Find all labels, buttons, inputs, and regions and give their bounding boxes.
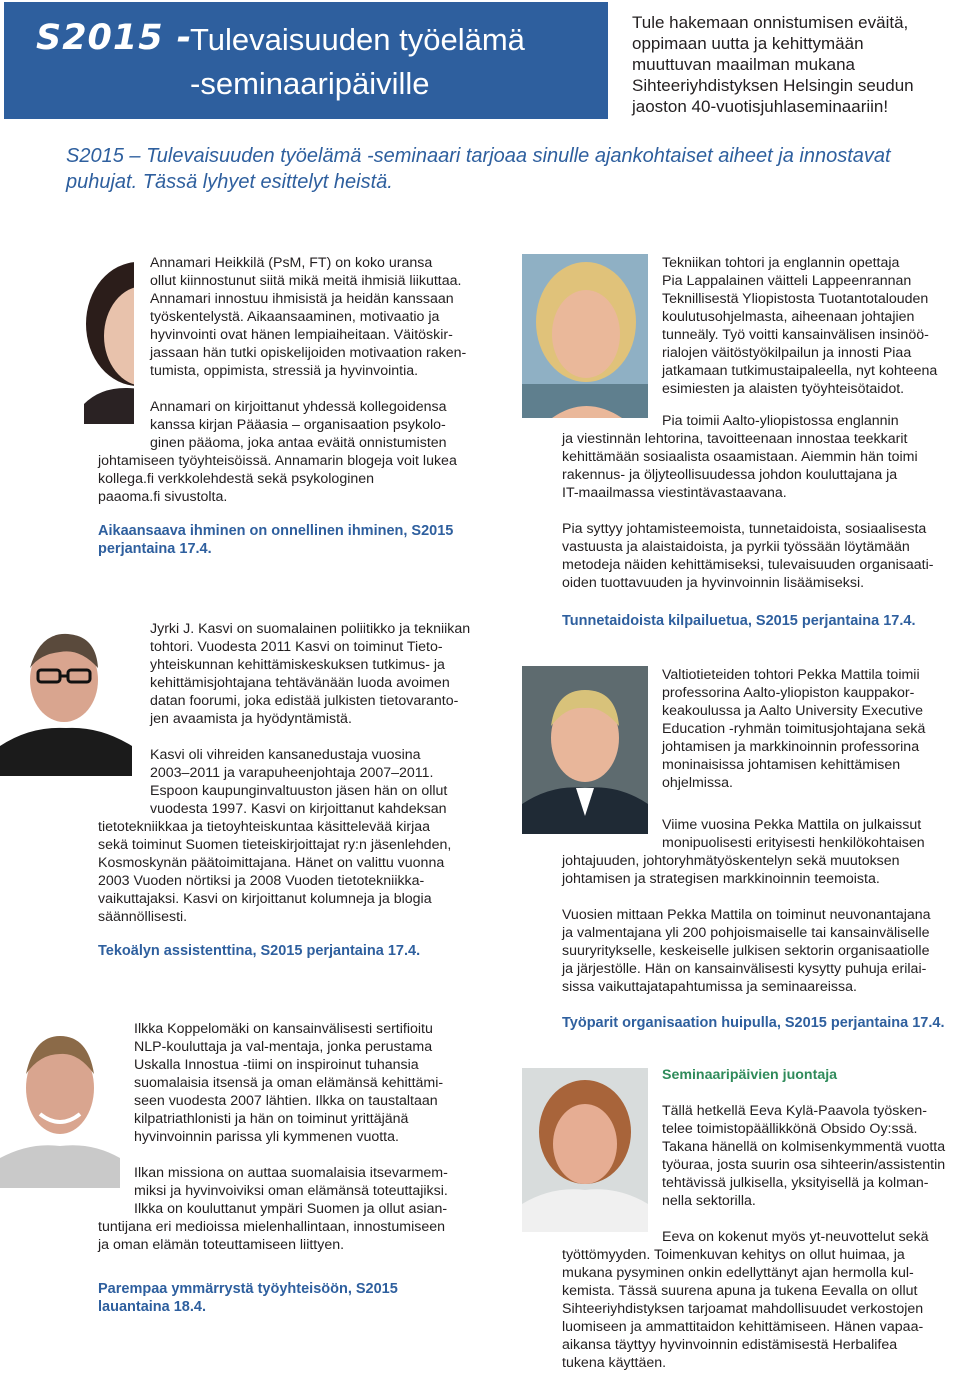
- bio-line: suomalaisia itsensä ja oman elämänsä kehittämi-: [134, 1075, 444, 1091]
- bio-line: työttömyyden. Toimenkuvan kehitys on ollut huimaa, ja: [562, 1247, 905, 1263]
- bio-line: Ilkka on kouluttanut ympäri Suomen ja ollut asian-: [134, 1201, 448, 1217]
- bio-line: aikansa täyttyy hyvinvoinnin edistämisestä Herbalifea: [562, 1337, 898, 1353]
- bio-line: Education -ryhmän toimitusjohtajana sekä: [662, 721, 926, 737]
- bio-line: IT-maailmassa viestintävastaavana.: [562, 485, 787, 501]
- spacer: [562, 1210, 960, 1228]
- bio-line: 2003 Vuoden nörtiksi ja 2008 Vuoden tietotekniikka-: [98, 873, 425, 889]
- bio-line: Sihteeriyhdistyksen tarjoamat mahdollisuudet verkostojen: [562, 1301, 924, 1317]
- spacer: [562, 1084, 960, 1102]
- bio-line: metodeja näiden kehittämiseksi, tulevaisuuden organisaati-: [562, 557, 934, 573]
- bio-line: nella sektorilla.: [662, 1193, 756, 1209]
- bio-line: sekä toiminut Suomen tieteiskirjoittajat ry:n jäsenlehden,: [98, 837, 452, 853]
- bio-line: johtamisen ja markkinoinnin professorina: [662, 739, 920, 755]
- bio-line: ja valmentajana yli 200 pohjoismaiselle tai kansainväliselle: [562, 925, 930, 941]
- bio-line: Uskalla Innostua -tiimi on inspiroinut tuhansia: [134, 1057, 419, 1073]
- intro-line: muuttuvan maailman mukana: [632, 55, 856, 74]
- bio-line: oiden tuottavuuden ja hyvinvoinnin lisäämiseksi.: [562, 575, 865, 591]
- bio-line: Annamari on kirjoittanut yhdessä kollegoidensa: [150, 399, 447, 415]
- speaker-bio-koppelomaki: [98, 1020, 498, 1254]
- spacer: [562, 502, 960, 520]
- session-title-lappalainen: [562, 612, 960, 630]
- intro-text: [632, 12, 952, 117]
- bio-line: Eeva on kokenut myös yt-neuvottelut sekä: [662, 1229, 929, 1245]
- bio-line: Espoon kaupunginvaltuuston jäsen hän on ollut: [150, 783, 448, 799]
- session-line: Työparit organisaation huipulla, S2015 perjantaina 17.4.: [562, 1015, 945, 1031]
- intro-line: Sihteeriyhdistyksen Helsingin seudun: [632, 76, 914, 95]
- bio-line: kehittämisjohtajana tehtävänään luoda avoimen: [150, 675, 450, 691]
- bio-line: yhteiskunnan kehittämiskeskuksen tutkimus- ja: [150, 657, 445, 673]
- spacer: [98, 728, 498, 746]
- intro-line: oppimaan uutta ja kehittymään: [632, 34, 864, 53]
- bio-line: johtajuuden, johtoryhmätyöskentelyn sekä muutoksen: [562, 853, 900, 869]
- bio-line: vuodesta 1997. Kasvi on kirjoittanut kahdeksan: [150, 801, 447, 817]
- bio-line: tuntijana eri medioissa mielenhallintaan, innostumiseen: [98, 1219, 446, 1235]
- bio-line: Valtiotieteiden tohtori Pekka Mattila toimii: [662, 667, 920, 683]
- bio-line: kollega.fi verkkolehdestä sekä psykologinen: [98, 471, 375, 487]
- bio-line: hyvinvoinnin parissa yli kymmenen vuotta.: [134, 1129, 399, 1145]
- bio-line: kanssa kirjan Pääasia – organisaation psykolo-: [150, 417, 446, 433]
- spacer: [562, 792, 960, 816]
- bio-line: Pia syttyy johtamisteemoista, tunnetaidoista, sosiaalisesta: [562, 521, 927, 537]
- bio-line: ja viestinnän lehtorina, tavoitteenaan innostaa teekkarit: [562, 431, 908, 447]
- lead-line: S2015 – Tulevaisuuden työelämä -seminaari tarjoaa sinulle ajankohtaiset aiheet ja innostavat: [66, 145, 891, 167]
- title-banner: [4, 2, 608, 119]
- bio-line: vastuusta ja alaistaidoista, ja pyrkii työssään löytämään: [562, 539, 910, 555]
- session-title-mattila: [562, 1014, 960, 1032]
- bio-line: moninaisissa johtamisen kehittämisen: [662, 757, 901, 773]
- bio-line: työskentelystä. Aikaansaaminen, motivaatio ja: [150, 309, 440, 325]
- bio-line: Annamari innostuu ihmisistä ja heidän kanssaan: [150, 291, 454, 307]
- bio-line: kemista. Tässä suurena apuna ja tukena Eevalla on ollut: [562, 1283, 918, 1299]
- host-heading: Seminaaripäivien juontaja: [662, 1067, 838, 1083]
- bio-line: säännöllisesti.: [98, 909, 188, 925]
- intro-line: jaoston 40-vuotisjuhlaseminaariin!: [632, 97, 889, 116]
- session-line: Parempaa ymmärrystä työyhteisöön, S2015: [98, 1281, 398, 1297]
- bio-line: vaikuttajaksi. Kasvi on kirjoittanut kolumneja ja blogia: [98, 891, 432, 907]
- bio-line: Takana hänellä on kolmisenkymmentä vuotta: [662, 1139, 946, 1155]
- bio-line: rakennus- ja öljyteollisuudessa johdon kouluttajana ja: [562, 467, 898, 483]
- bio-line: Vuosien mittaan Pekka Mattila on toiminut neuvonantajana: [562, 907, 931, 923]
- bio-line: rialojen väitöstyökilpailun ja innosti Piaa: [662, 345, 912, 361]
- banner-title-line1: Tulevaisuuden työelämä: [190, 22, 525, 57]
- bio-line: jassaan hän tutki opiskelijoiden motivaation raken-: [150, 345, 467, 361]
- bio-line: koulutusohjelmasta, aiheenaan johtajien: [662, 309, 915, 325]
- bio-line: jen avaamista ja hyödyntämistä.: [150, 711, 352, 727]
- bio-line: johtamiseen työyhteisöissä. Annamarin blogeja voit lukea: [98, 453, 457, 469]
- bio-line: mukana pysyminen onkin edellyttänyt ajan hermolla kul-: [562, 1265, 914, 1281]
- bio-line: miksi ja hyvinvoiviksi oman elämänsä toteuttajiksi.: [134, 1183, 448, 1199]
- bio-line: ginen pääoma, joka antaa eväitä onnistumisten: [150, 435, 447, 451]
- session-title-heikkila: [98, 522, 498, 558]
- spacer: [98, 380, 498, 398]
- bio-line: Ilkan missiona on auttaa suomalaisia itsevarmem-: [134, 1165, 448, 1181]
- spacer: [562, 398, 960, 412]
- session-line: Aikaansaava ihminen on onnellinen ihminen, S2015: [98, 523, 454, 539]
- bio-line: tumista, oppimista, stressiä ja hyvinvointia.: [150, 363, 419, 379]
- bio-line: NLP-kouluttaja ja val-mentaja, jonka perustama: [134, 1039, 433, 1055]
- speaker-bio-heikkila: [98, 254, 498, 506]
- lead-line: puhujat. Tässä lyhyet esittelyt heistä.: [66, 171, 393, 193]
- bio-line: paaoma.fi sivustolta.: [98, 489, 228, 505]
- bio-line: keakoulussa ja Aalto University Executive: [662, 703, 924, 719]
- bio-line: ja järjestölle. Hän on kansainvälisesti kysytty puhuja erilai-: [562, 961, 927, 977]
- bio-line: Tällä hetkellä Eeva Kylä-Paavola työsken-: [662, 1103, 927, 1119]
- session-line: perjantaina 17.4.: [98, 541, 212, 557]
- bio-line: monipuolisesti erityisesti henkilökohtaisen: [662, 835, 925, 851]
- bio-line: tietotekniikkaa ja tietoyhteiskuntaa käsittelevää kirjaa: [98, 819, 431, 835]
- bio-line: ja oman elämän toteuttamiseen liittyen.: [98, 1237, 345, 1253]
- bio-line: hyvinvointi ovat hänen lempiaiheitaan. Väitöskir-: [150, 327, 453, 343]
- bio-line: professorina Aalto-yliopiston kauppakor-: [662, 685, 915, 701]
- bio-line: tunneäly. Työ voitti kansainvälisen insinöö-: [662, 327, 929, 343]
- banner-code: S2015 -: [36, 18, 193, 58]
- bio-line: telee toimistopäällikkönä Obsido Oy:ssä.: [662, 1121, 918, 1137]
- bio-line: luomiseen ja ammattitaidon kehittämiseen. Hänen vapaa-: [562, 1319, 924, 1335]
- bio-line: kehittämään sosiaalista osaamistaan. Aiemmin hän toimi: [562, 449, 918, 465]
- bio-line: työuraa, josta suurin osa sihteerin/assistentin: [662, 1157, 946, 1173]
- bio-line: johtamisen ja strategisen markkinoinnin teemoista.: [562, 871, 880, 887]
- bio-line: Pia toimii Aalto-yliopistossa englannin: [662, 413, 899, 429]
- bio-line: sissa vaikuttajatapahtumissa ja seminaareissa.: [562, 979, 857, 995]
- bio-line: Pia Lappalainen väitteli Lappeenrannan: [662, 273, 912, 289]
- speaker-bio-lappalainen: [562, 254, 960, 592]
- bio-line: Teknillisestä Yliopistosta Tuotantotalouden: [662, 291, 929, 307]
- bio-line: tukena käyttäen.: [562, 1355, 667, 1371]
- bio-line: Viime vuosina Pekka Mattila on julkaissut: [662, 817, 922, 833]
- bio-line: Kosmoskynän päätoimittajana. Hänet on valittu vuonna: [98, 855, 445, 871]
- bio-line: Kasvi oli vihreiden kansanedustaja vuosina: [150, 747, 421, 763]
- banner-title-line2: -seminaaripäiville: [190, 66, 430, 101]
- bio-line: 2003–2011 ja varapuheenjohtaja 2007–2011.: [150, 765, 434, 781]
- lead-paragraph: [66, 143, 926, 195]
- spacer: [562, 888, 960, 906]
- bio-line: tohtori. Vuodesta 2011 Kasvi on toiminut Tieto-: [150, 639, 443, 655]
- bio-line: kilpatriathlonisti ja hän on toiminut yrittäjänä: [134, 1111, 409, 1127]
- bio-line: Jyrki J. Kasvi on suomalainen poliitikko ja tekniikan: [150, 621, 471, 637]
- session-title-kasvi: [98, 942, 498, 960]
- bio-line: Tekniikan tohtori ja englannin opettaja: [662, 255, 900, 271]
- speaker-bio-kyla-paavola: [562, 1066, 960, 1372]
- session-title-koppelomaki: [98, 1280, 498, 1316]
- speaker-bio-kasvi: [98, 620, 498, 926]
- bio-line: tehtävissä julkisella, yksityisellä ja kolman-: [662, 1175, 929, 1191]
- bio-line: ohjelmissa.: [662, 775, 733, 791]
- bio-line: suuryritykselle, keskeiselle julkisen sektorin organisaatiolle: [562, 943, 930, 959]
- bio-line: ollut kiinnostunut siitä mikä meitä ihmisiä liikuttaa.: [150, 273, 462, 289]
- bio-line: datan foorumi, joka edistää julkisten tietovaranto-: [150, 693, 459, 709]
- session-line: Tunnetaidoista kilpailuetua, S2015 perjantaina 17.4.: [562, 613, 916, 629]
- bio-line: seen vuodesta 2007 lähtien. Ilkka on taustaltaan: [134, 1093, 438, 1109]
- intro-line: Tule hakemaan onnistumisen eväitä,: [632, 13, 909, 32]
- bio-line: esimiesten ja alaisten työyhteisötaidot.: [662, 381, 905, 397]
- speaker-bio-mattila: [562, 666, 960, 996]
- bio-line: Ilkka Koppelomäki on kansainvälisesti sertifioitu: [134, 1021, 433, 1037]
- session-line: Tekoälyn assistenttina, S2015 perjantaina 17.4.: [98, 943, 421, 959]
- spacer: [98, 1146, 498, 1164]
- session-line: lauantaina 18.4.: [98, 1299, 206, 1315]
- bio-line: Annamari Heikkilä (PsM, FT) on koko uransa: [150, 255, 433, 271]
- bio-line: jatkamaan tutkimustaipaleella, nyt kohteena: [662, 363, 938, 379]
